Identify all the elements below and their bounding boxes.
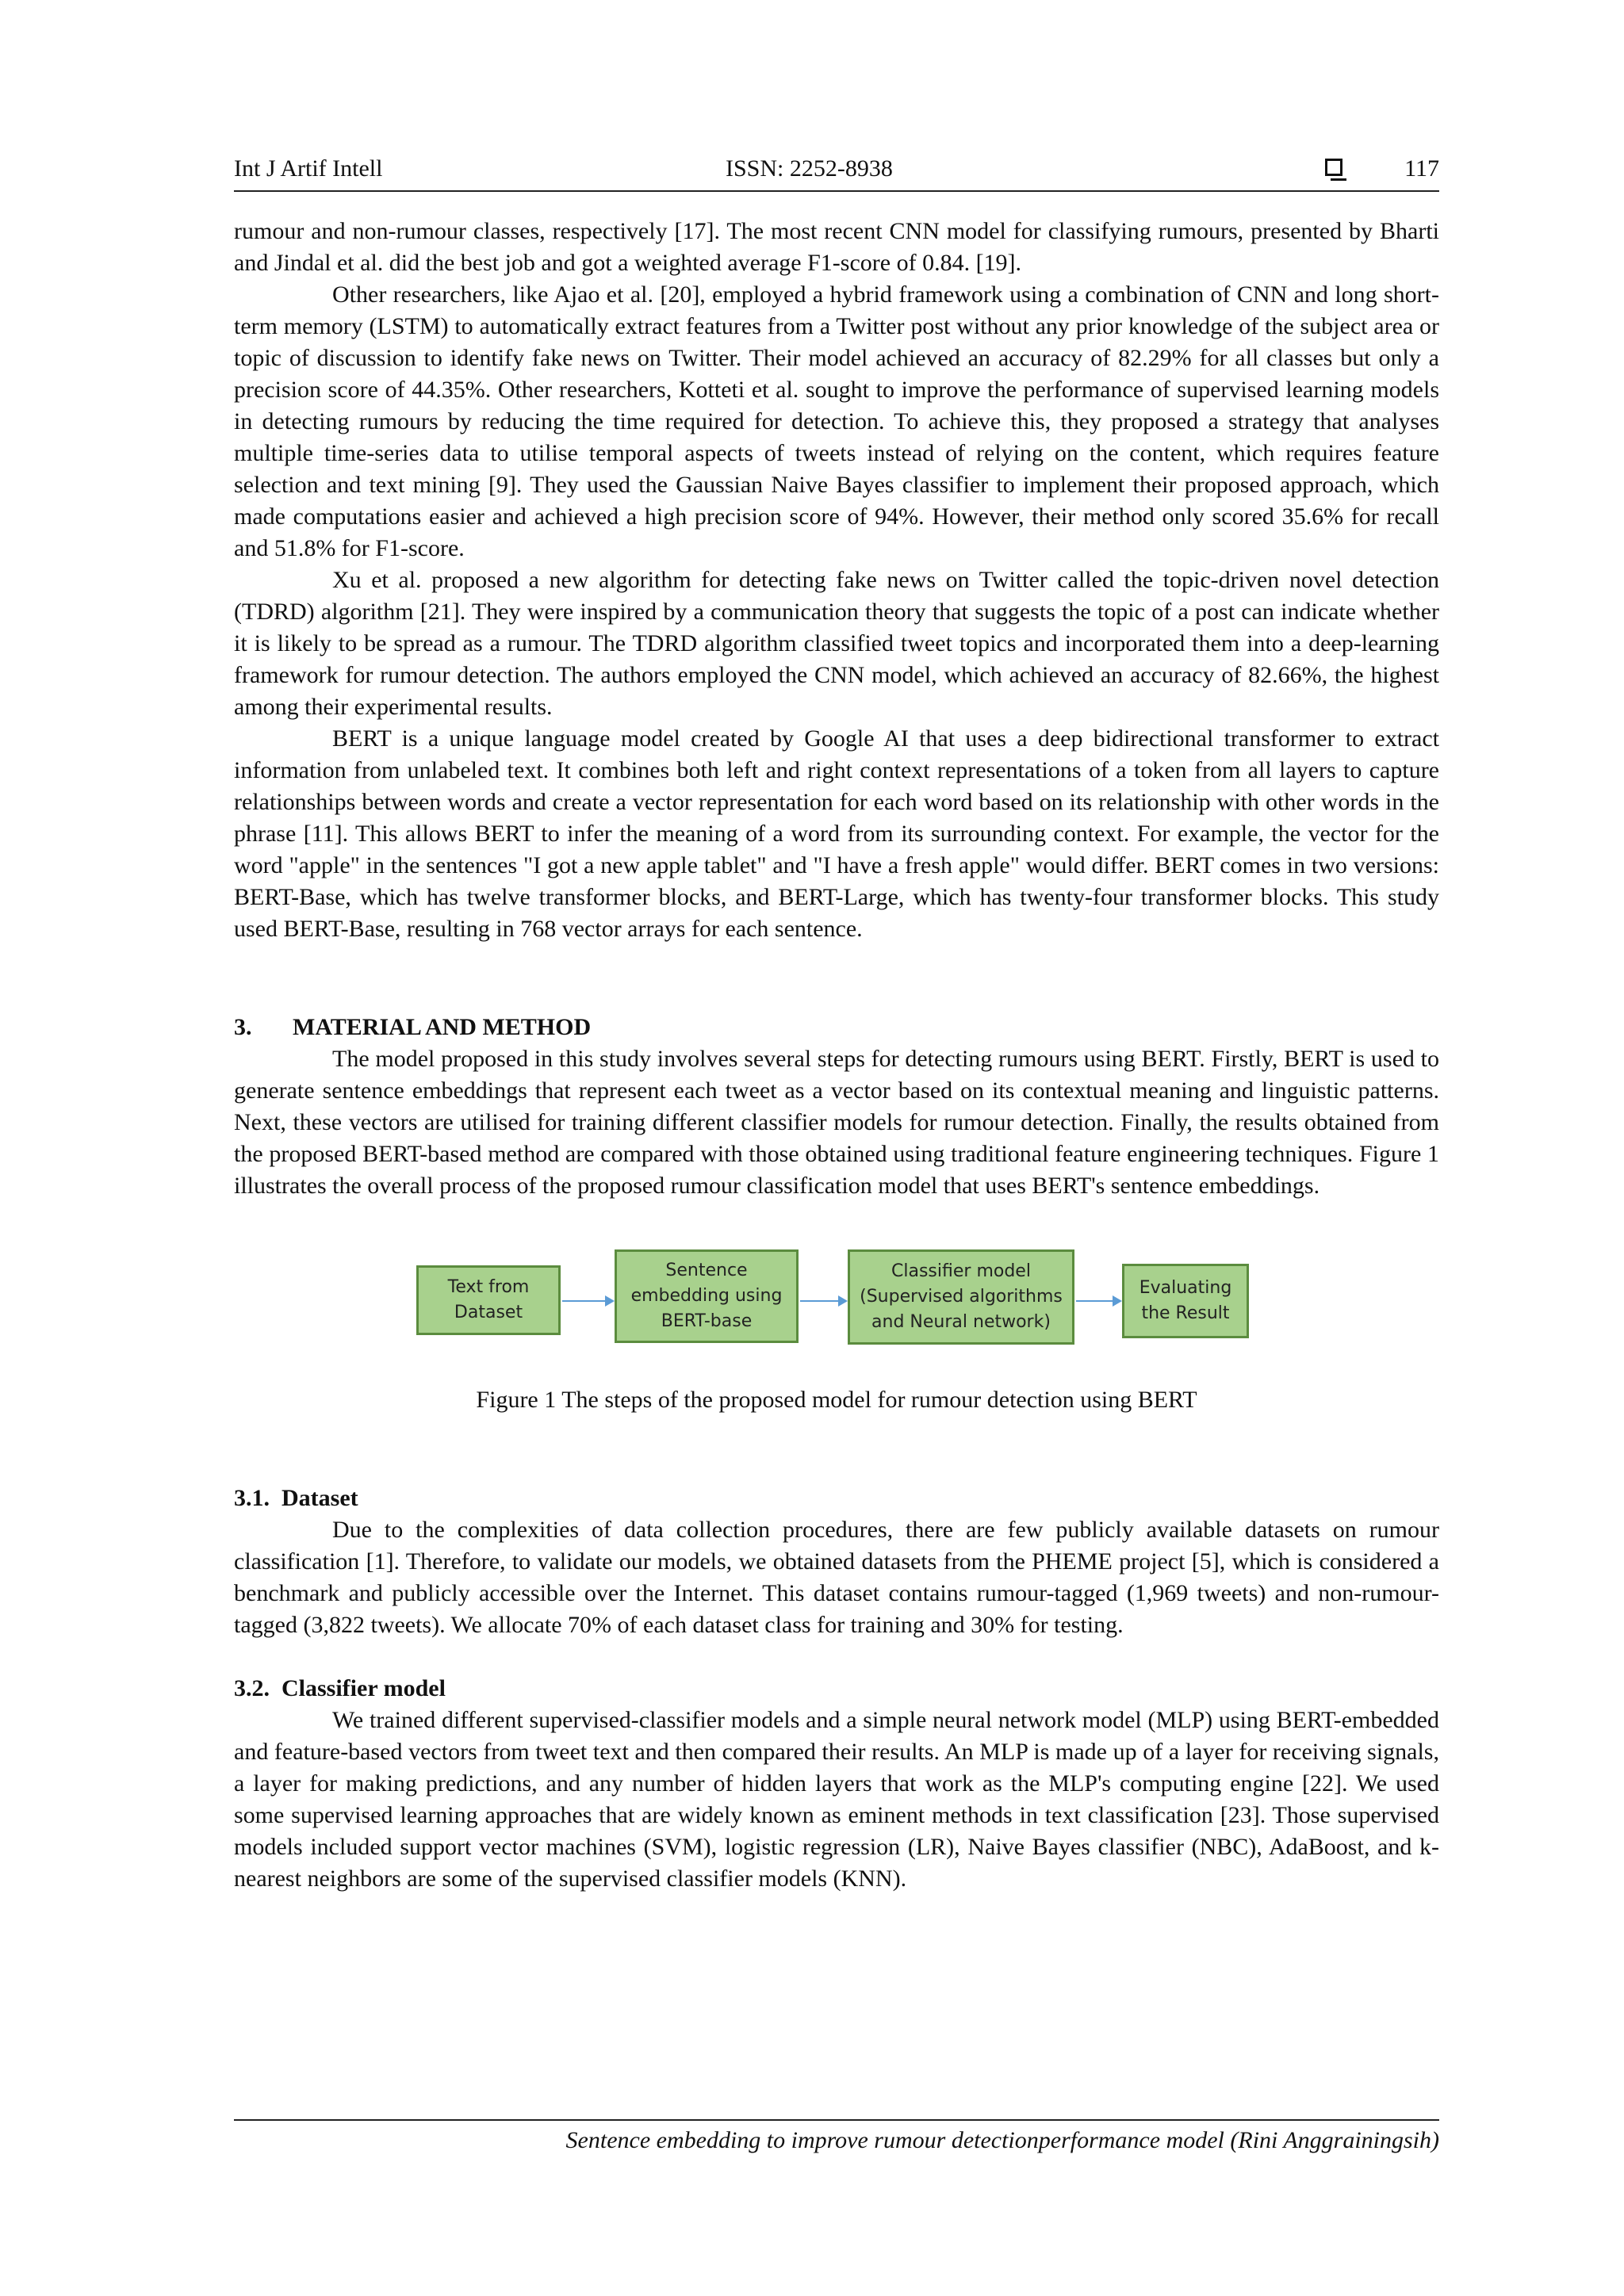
- footer-rule: [234, 2119, 1439, 2121]
- section-3-paragraph: The model proposed in this study involves several steps for detecting rumours using BERT. Firstly, BERT is used to generate sentence embeddings that represent each tweet as a vector based on its contextual meaning and linguistic patterns. Next, these vectors are utilised for training different classifier models for rumour detection. Finally, the results obtained from the proposed BERT-based method are compared with those obtained using traditional feature engineering techniques. Figure 1 illustrates the overall process of the proposed rumour classification model that uses BERT's sentence embeddings.: [234, 1046, 1439, 1199]
- issn: ISSN: 2252-8938: [726, 155, 893, 182]
- page-number: 117: [1404, 155, 1439, 182]
- arrow-icon: [800, 1300, 846, 1302]
- section-title: Classifier model: [282, 1675, 446, 1701]
- section-3-2-paragraph: We trained different supervised-classifier models and a simple neural network model (MLP) using BERT-embedded and feature-based vectors from tweet text and then compared their results. An MLP is made up of a layer for receiving signals, a layer for making predictions, and any number of hidden layers that work as the MLP's computing engine [22]. We used some supervised learning approaches that are widely known as eminent methods in text classification [23]. Those supervised models included support vector machines (SVM), logistic regression (LR), Naive Bayes classifier (NBC), AdaBoost, and k-nearest neighbors are some of the supervised classifier models (KNN).: [234, 1707, 1439, 1892]
- paragraph-intro-1: rumour and non-rumour classes, respectively [17]. The most recent CNN model for classifying rumours, presented by Bharti and Jindal et al. did the best job and got a weighted average F1-score of 0.84. [19].: [234, 218, 1439, 276]
- step-evaluating-result: Evaluating the Result: [1122, 1264, 1249, 1338]
- paragraph-intro-4: BERT is a unique language model created by Google AI that uses a deep bidirectional transformer to extract information from unlabeled text. It combines both left and right context representations of a token from all layers to capture relationships between words and create a vector representation for each word based on its relationship with other words in the phrase [11]. This allows BERT to infer the meaning of a word from its surrounding context. For example, the vector for the word "apple" in the sentences "I got a new apple tablet" and "I have a fresh apple" would differ. BERT comes in two versions: BERT-Base, which has twelve transformer blocks, and BERT-Large, which has twenty-four transformer blocks. This study used BERT-Base, resulting in 768 vector arrays for each sentence.: [234, 725, 1439, 942]
- section-number: 3.1.: [234, 1485, 270, 1511]
- paragraph-intro-2: Other researchers, like Ajao et al. [20], employed a hybrid framework using a combination of CNN and long short-term memory (LSTM) to automatically extract features from a Twitter post without any prior knowledge of the subject area or topic of discussion to identify fake news on Twitter. Their model achieved an accuracy of 82.29% for all classes but only a precision score of 44.35%. Other researchers, Kotteti et al. sought to improve the performance of supervised learning models in detecting rumours by reducing the time required for detection. To achieve this, they proposed a strategy that analyses multiple time-series data to utilise temporal aspects of tweets instead of relying on the content, which requires feature selection and text mining [9]. They used the Gaussian Naive Bayes classifier to implement their proposed approach, which made computations easier and achieved a high precision score of 94%. However, their method only scored 35.6% for recall and 51.8% for F1-score.: [234, 281, 1439, 561]
- arrow-icon: [562, 1300, 613, 1302]
- section-title: MATERIAL AND METHOD: [293, 1014, 592, 1040]
- section-3-2-heading: [234, 1673, 1439, 1705]
- section-number: 3.2.: [234, 1675, 270, 1701]
- figure-1-flowchart: [234, 1249, 1439, 1353]
- checkbox-icon: [1325, 159, 1342, 176]
- figure-1-caption: Figure 1 The steps of the proposed model for rumour detection using BERT: [476, 1387, 1197, 1413]
- paragraph-intro-3: Xu et al. proposed a new algorithm for detecting fake news on Twitter called the topic-driven novel detection (TDRD) algorithm [21]. They were inspired by a communication theory that suggests the topic of a post can indicate whether it is likely to be spread as a rumour. The TDRD algorithm classified tweet topics and incorporated them into a deep-learning framework for rumour detection. The authors employed the CNN model, which achieved an accuracy of 82.66%, the highest among their experimental results.: [234, 567, 1439, 720]
- arrow-icon: [1076, 1300, 1120, 1302]
- running-header: [234, 155, 1439, 192]
- step-text-from-dataset: Text from Dataset: [416, 1265, 561, 1335]
- section-title: Dataset: [282, 1485, 358, 1511]
- running-footer: Sentence embedding to improve rumour detectionperformance model (Rini Anggrainingsih): [565, 2127, 1439, 2153]
- page: [234, 155, 1439, 1895]
- section-number: 3.: [234, 1014, 252, 1040]
- step-classifier-model: Classifier model (Supervised algorithms and Neural network): [848, 1249, 1074, 1345]
- step-sentence-embedding: Sentence embedding using BERT-base: [615, 1249, 799, 1343]
- section-3-1-heading: [234, 1483, 1439, 1514]
- section-3-1-paragraph: Due to the complexities of data collection procedures, there are few publicly available datasets on rumour classification [1]. Therefore, to validate our models, we obtained datasets from the PHEME project [5], which is considered a benchmark and publicly accessible over the Internet. This dataset contains rumour-tagged (1,969 tweets) and non-rumour-tagged (3,822 tweets). We allocate 70% of each dataset class for training and 30% for testing.: [234, 1517, 1439, 1638]
- journal-name: Int J Artif Intell: [234, 155, 383, 182]
- section-3-heading: [234, 1012, 1439, 1043]
